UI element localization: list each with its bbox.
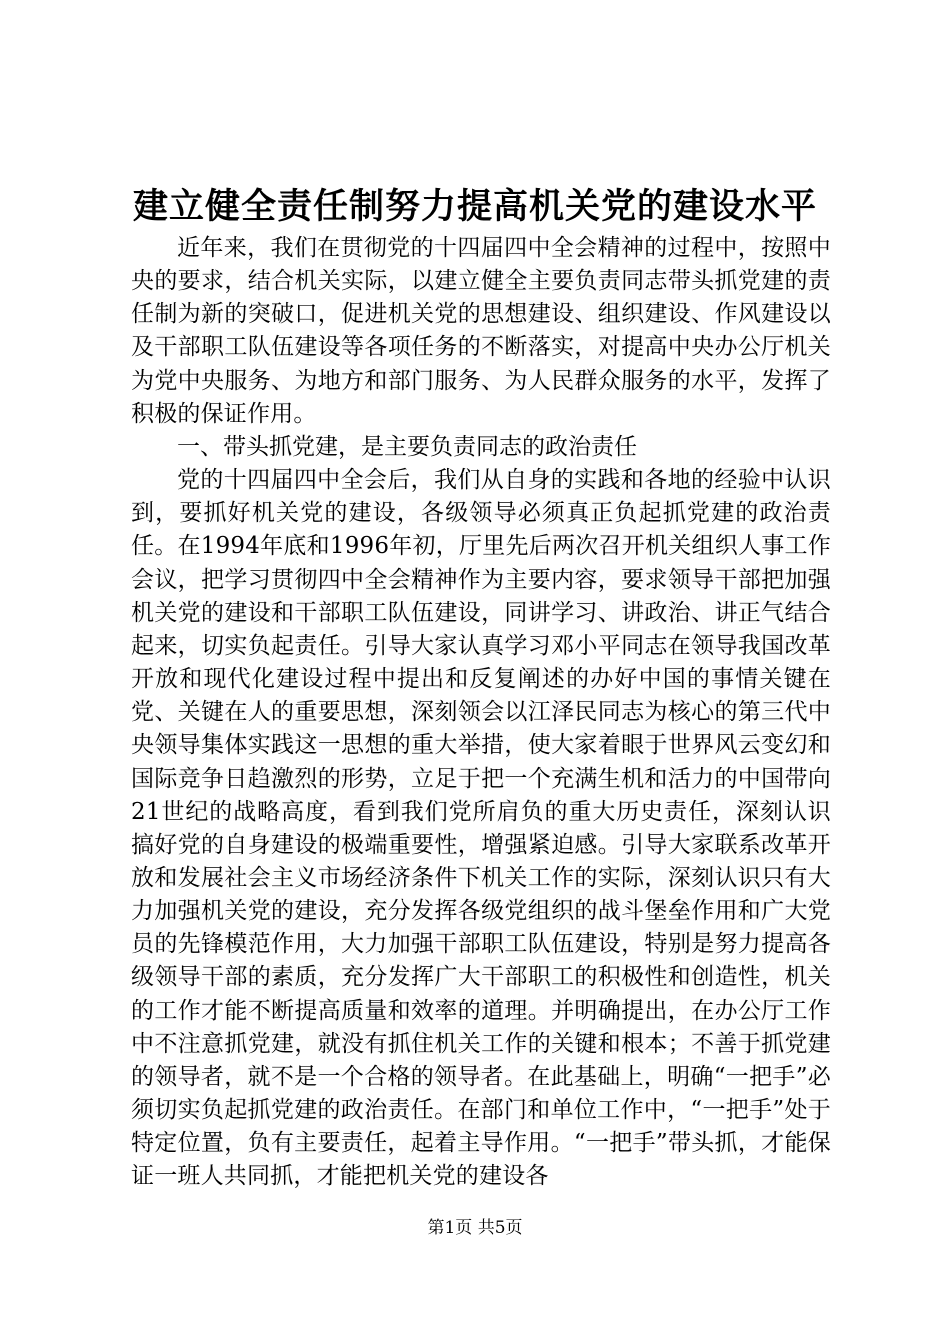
- document-title: 建立健全责任制努力提高机关党的建设水平: [132, 186, 817, 227]
- document-body: [131, 232, 831, 1194]
- intro-paragraph: 近年来，我们在贯彻党的十四届四中全会精神的过程中，按照中央的要求，结合机关实际，以建立健全主要负责同志带头抓党建的责任制为新的突破口，促进机关党的思想建设、组织建设、作风建设以及干部职工队伍建设等各项任务的不断落实，对提高中央办公厅机关为党中央服务、为地方和部门服务、为人民群众服务的水平，发挥了积极的保证作用。: [131, 235, 831, 427]
- section-paragraph: 党的十四届四中全会后，我们从自身的实践和各地的经验中认识到，要抓好机关党的建设，各级领导必须真正负起抓党建的政治责任。在1994年底和1996年初，厅里先后两次召开机关组织人事工作会议，把学习贯彻四中全会精神作为主要内容，要求领导干部把加强机关党的建设和干部职工队伍建设，同讲学习、讲政治、讲正气结合起来，切实负起责任。引导大家认真学习邓小平同志在领导我国改革开放和现代化建设过程中提出和反复阐述的办好中国的事情关键在党、关键在人的重要思想，深刻领会以江泽民同志为核心的第三代中央领导集体实践这一思想的重大举措，使大家着眼于世界风云变幻和国际竞争日趋激烈的形势，立足于把一个充满生机和活力的中国带向21世纪的战略高度，看到我们党所肩负的重大历史责任，深刻认识搞好党的自身建设的极端重要性，增强紧迫感。引导大家联系改革开放和发展社会主义市场经济条件下机关工作的实际，深刻认识只有大力加强机关党的建设，充分发挥各级党组织的战斗堡垒作用和广大党员的先锋模范作用，大力加强干部职工队伍建设，特别是努力提高各级领导干部的素质，充分发挥广大干部职工的积极性和创造性，机关的工作才能不断提高质量和效率的道理。并明确提出，在办公厅工作中不注意抓党建，就没有抓住机关工作的关键和根本；不善于抓党建的领导者，就不是一个合格的领导者。在此基础上，明确“一把手”必须切实负起抓党建的政治责任。在部门和单位工作中，“一把手”处于特定位置，负有主要责任，起着主导作用。“一把手”带头抓，才能保证一班人共同抓，才能把机关党的建设各: [131, 467, 831, 1190]
- page-number-footer: 第1页 共5页: [427, 1218, 523, 1238]
- section-heading: 一、带头抓党建，是主要负责同志的政治责任: [177, 433, 637, 460]
